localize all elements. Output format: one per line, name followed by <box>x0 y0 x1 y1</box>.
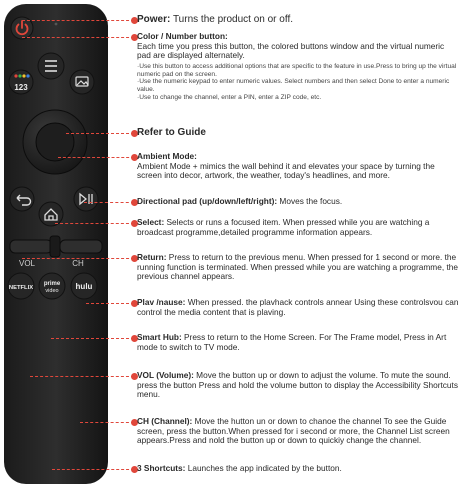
leader-ch <box>80 422 134 423</box>
annotation-title: CH (Channel): <box>137 416 193 426</box>
annotation-title: VOL (Volume): <box>137 370 194 380</box>
annotation-text: Selects or runs a focused item. When pressed while you are watching a broadcast programme,detailed programme information appears. <box>137 217 430 237</box>
leader-power <box>22 20 134 21</box>
annotation-title: Return: <box>137 252 167 262</box>
annotation-text: Moves the focus. <box>277 196 343 206</box>
number-badge: 123 <box>14 83 28 92</box>
annotation-power <box>137 14 459 26</box>
annotation-note: ·Use to change the channel, enter a PIN, enter a ZIP code, etc. <box>137 93 322 101</box>
netflix-label: NETFLIX <box>8 285 34 291</box>
annotation-text: Launches the app indicated by the button. <box>185 463 342 473</box>
annotation-text: Press to return to the previous menu. When pressed for 1 second or more. the running function is terminated. When pressed while you are watching a programme, the previous channel appears. <box>137 252 458 282</box>
leader-dpad <box>84 202 134 203</box>
return-button[interactable] <box>10 187 34 211</box>
annotation-play-pause <box>137 298 459 317</box>
annotation-guide <box>137 127 459 139</box>
annotation-return <box>137 253 459 282</box>
prime-label: prime <box>43 281 61 287</box>
leader-ambient <box>58 157 134 158</box>
leader-vol <box>30 376 134 377</box>
annotation-note: ·Use this button to access additional options that are specific to the feature in use.Press to bring up the virtual numeric pad on the screen. <box>137 62 457 78</box>
leader-return <box>22 258 134 259</box>
annotation-title: Ambient Mode: <box>137 151 197 161</box>
annotation-text: Move the hutton un or down to chanoe the channel To see the Guide screen, press the button.When pressed for i second or more, the Channel List screen appears.Press and nold the button up or down to quickiy change the channel. <box>137 416 450 446</box>
leader-select <box>55 223 134 224</box>
annotation-title: Power: <box>137 14 171 25</box>
annotation-title: Color / Number button: <box>137 31 228 41</box>
annotation-title: Select: <box>137 217 165 227</box>
annotation-title: Refer to Guide <box>137 127 206 138</box>
vol-label: VOL <box>18 259 36 268</box>
annotation-select <box>137 218 459 237</box>
annotation-text: When pressed. the plavhack controls annear Using these controlsvou can control the media content that is plaving. <box>137 297 459 317</box>
leader-smarthub <box>51 338 134 339</box>
ch-label: CH <box>72 259 84 268</box>
volume-rocker[interactable] <box>10 240 52 253</box>
annotation-text: Press to return to the Home Screen. For The Frame model, Press in Art mode to switch to TV mode. <box>137 332 447 352</box>
annotation-note: ·Use the numeric keypad to enter numeric values. Select numbers and then select Done to enter a numeric value. <box>137 78 450 94</box>
annotation-text: Move the button up or down to adjust the volume. To mute the sound. press the button Press and hold the volume button to display the Accessibility Shortcuts menu. <box>137 370 458 400</box>
annotation-smart-hub <box>137 333 459 352</box>
leader-play <box>86 303 134 304</box>
annotation-ambient <box>137 152 459 181</box>
video-label: video <box>45 288 59 294</box>
annotation-title: 3 Shortcuts: <box>137 463 186 473</box>
annotation-dpad <box>137 197 459 207</box>
annotation-title: Smart Hub: <box>137 332 182 342</box>
annotation-text: Each time you press this button, the colored buttons window and the virtual numeric pad are displayed alternately. <box>137 40 445 61</box>
annotation-text: Turns the product on or off. <box>170 14 294 25</box>
leader-shortcuts <box>52 469 134 470</box>
annotation-color-number <box>137 32 459 102</box>
annotation-title: Plav /nause: <box>137 297 186 307</box>
leader-color-number <box>22 37 134 38</box>
annotation-title: Directional pad (up/down/left/right): <box>137 196 278 206</box>
hulu-label: hulu <box>75 282 93 291</box>
annotation-text: Ambient Mode + mimics the wall behind it and elevates your space by turning the screen into decor, artwork, the weather, today's headlines, and more. <box>137 160 435 181</box>
select-button[interactable] <box>36 123 74 161</box>
annotation-shortcuts <box>137 464 459 474</box>
channel-rocker[interactable] <box>60 240 102 253</box>
annotation-channel <box>137 417 459 446</box>
annotation-volume <box>137 371 459 400</box>
leader-guide <box>66 133 134 134</box>
